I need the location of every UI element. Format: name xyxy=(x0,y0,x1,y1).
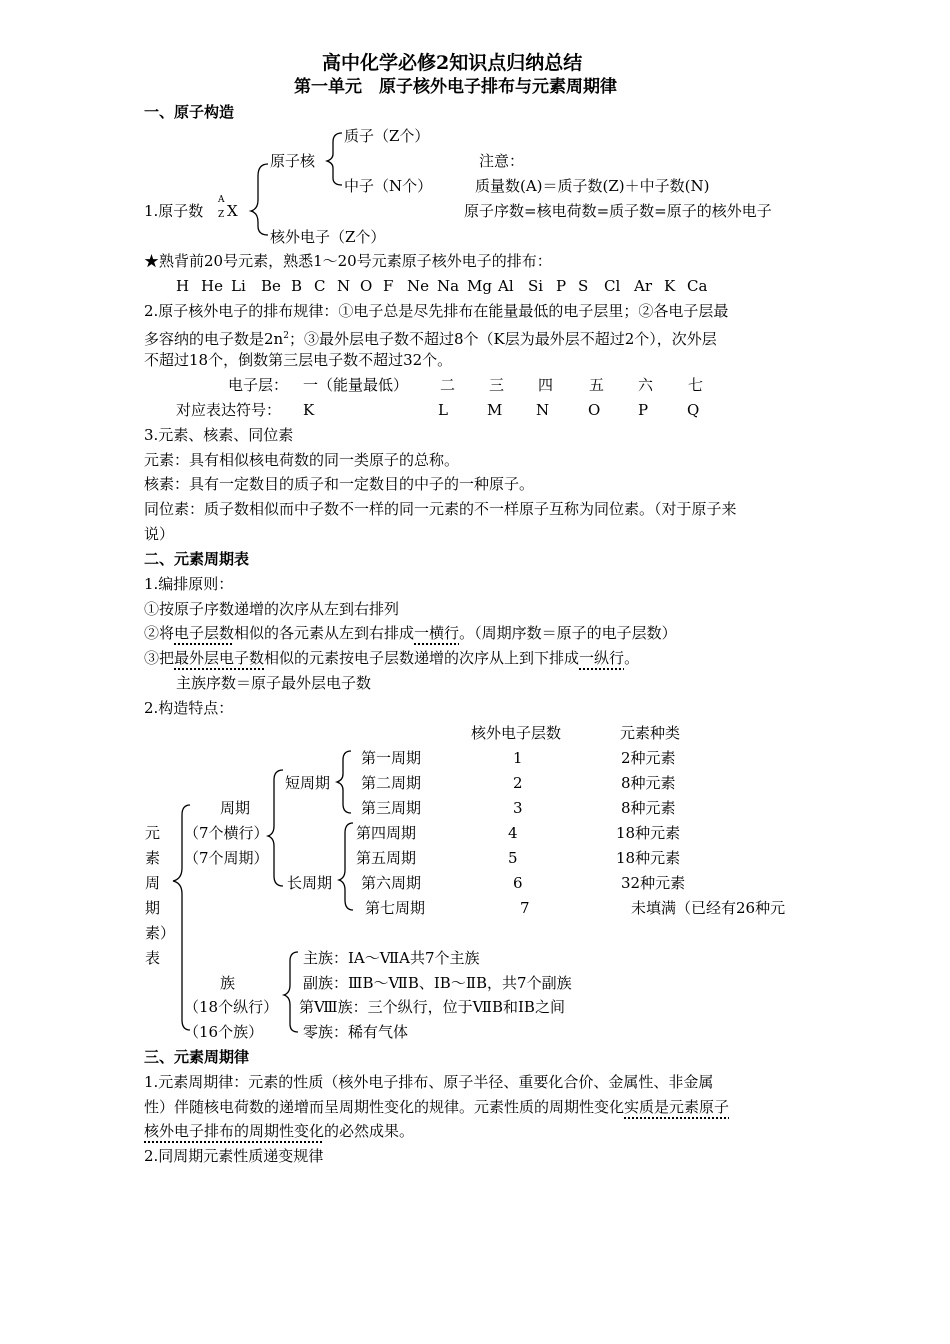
same-period-title: 2.同周期元素性质递变规律 xyxy=(144,1147,324,1165)
period-kinds: 18种元素 xyxy=(616,849,681,867)
emphasis-text: 一纵行 xyxy=(579,649,625,667)
table-label-char: 期 xyxy=(145,899,161,917)
symbol-item: L xyxy=(438,401,448,419)
emphasis-text: 核外电子排布的周期性变化 xyxy=(144,1122,325,1140)
mass-number-superscript: A xyxy=(218,195,225,205)
atomic-number-equation: 原子序数=核电荷数=质子数=原子的核外电子 xyxy=(464,202,772,220)
principle-text: ③把 xyxy=(144,649,175,667)
symbol-row-label: 对应表达符号： xyxy=(176,401,282,419)
page-subtitle: 第一单元 原子核外电子排布与元素周期律 xyxy=(294,77,617,97)
electron-label: 核外电子（Z个） xyxy=(270,228,386,246)
element-definition: 元素：具有相似核电荷数的同一类原子的总称。 xyxy=(144,451,460,469)
period-name: 第三周期 xyxy=(361,799,422,817)
table-label-char: 素 xyxy=(145,849,161,867)
family-brace xyxy=(284,952,298,1032)
arrangement-rule-line1: 2.原子核外电子的排布规律：①电子总是尽先排布在能量最低的电子层里；②各电子层最 xyxy=(144,302,729,320)
principle-text: 相似的元素按电子层数递增的次序从上到下排成 xyxy=(264,649,580,667)
period-layers: 4 xyxy=(508,824,518,842)
period-layers: 6 xyxy=(513,874,523,892)
period-kinds: 8种元素 xyxy=(621,799,676,817)
element-symbol-item: Ca xyxy=(687,277,708,295)
emphasis-text: 电子层数 xyxy=(174,624,235,642)
mass-number-equation: 质量数(A)＝质子数(Z)＋中子数(N) xyxy=(475,177,710,195)
element-symbol-item: B xyxy=(291,277,303,295)
periodic-law-line2 xyxy=(144,1098,729,1116)
short-period-brace xyxy=(337,751,351,813)
element-symbol-item: P xyxy=(556,277,567,295)
long-period-brace xyxy=(339,823,353,910)
emphasis-text: 最外层电子数 xyxy=(174,649,265,667)
element-symbol-item: Cl xyxy=(604,277,621,295)
layer-item: 四 xyxy=(538,376,554,394)
main-group-row: 主族：ⅠA～ⅦA共7个主族 xyxy=(303,949,480,967)
page-title: 高中化学必修2知识点归纳总结 xyxy=(322,52,583,74)
emphasis-text: 实质是元素原子 xyxy=(624,1098,730,1116)
column-header-kinds: 元素种类 xyxy=(620,724,681,742)
sixteen-families-label: （16个族） xyxy=(184,1023,264,1041)
layer-item: 一（能量最低） xyxy=(303,376,409,394)
element-symbol-item: N xyxy=(337,277,351,295)
main-group-equation: 主族序数＝原子最外层电子数 xyxy=(176,674,372,692)
period-layers: 7 xyxy=(520,899,530,917)
short-period-label: 短周期 xyxy=(285,774,331,792)
features-title: 2.构造特点： xyxy=(144,699,234,717)
symbol-item: P xyxy=(638,401,649,419)
period-name: 第六周期 xyxy=(361,874,422,892)
period-name: 第四周期 xyxy=(356,824,417,842)
principle-text: 。 xyxy=(624,649,640,667)
principle-1: ①按原子序数递增的次序从左到右排列 xyxy=(144,600,400,618)
law-text: 的必然成果。 xyxy=(324,1122,415,1140)
seven-periods-label: （7个周期） xyxy=(184,849,269,867)
element-symbol-item: C xyxy=(314,277,326,295)
period-name: 第五周期 xyxy=(356,849,417,867)
periodic-law-line1: 1.元素周期律：元素的性质（核外电子排布、原子半径、重要化合价、金属性、非金属 xyxy=(144,1073,714,1091)
element-symbol-item: Al xyxy=(498,277,514,295)
group0-row: 零族：稀有气体 xyxy=(303,1023,409,1041)
table-label-char: 素） xyxy=(145,924,176,942)
layer-item: 五 xyxy=(589,376,605,394)
sub-group-row: 副族：ⅢB～ⅦB、ⅠB～ⅡB，共7个副族 xyxy=(303,974,572,992)
rule-superscript: 2 xyxy=(283,331,289,341)
period-label: 周期 xyxy=(220,799,251,817)
neutron-label: 中子（N个） xyxy=(344,177,433,195)
table-label-char: 元 xyxy=(145,824,161,842)
element-symbol-item: F xyxy=(383,277,394,295)
atom-label: 1.原子数 xyxy=(144,202,204,220)
group8-row: 第Ⅷ族：三个纵行，位于ⅦB和ⅠB之间 xyxy=(299,998,565,1016)
long-period-label: 长周期 xyxy=(287,874,333,892)
note-label: 注意： xyxy=(479,152,525,170)
principle-title: 1.编排原则： xyxy=(144,575,234,593)
nucleus-label: 原子核 xyxy=(270,152,316,170)
element-symbol-item: H xyxy=(176,277,190,295)
nuclide-definition: 核素：具有一定数目的质子和一定数目的中子的一种原子。 xyxy=(144,475,535,493)
layer-item: 六 xyxy=(638,376,654,394)
element-symbol-item: O xyxy=(360,277,373,295)
period-kinds: 32种元素 xyxy=(621,874,686,892)
table-label-char: 周 xyxy=(145,874,161,892)
period-kinds: 2种元素 xyxy=(621,749,676,767)
section-heading-3: 三、元素周期律 xyxy=(144,1048,250,1066)
period-kinds: 18种元素 xyxy=(616,824,681,842)
period-name: 第二周期 xyxy=(361,774,422,792)
isotope-definition-line1: 同位素：质子数相似而中子数不一样的同一元素的不一样原子互称为同位素。（对于原子来 xyxy=(144,500,737,518)
element-symbol-item: Si xyxy=(528,277,544,295)
symbol-item: M xyxy=(487,401,503,419)
period-kinds: 未填满（已经有26种元 xyxy=(631,899,786,917)
section-heading-2: 二、元素周期表 xyxy=(144,550,250,568)
layer-item: 七 xyxy=(688,376,704,394)
element-symbol-item: Be xyxy=(261,277,281,295)
symbol-item: Q xyxy=(687,401,700,419)
element-symbol-item: Ar xyxy=(634,277,653,295)
element-symbol-item: K xyxy=(664,277,676,295)
layer-item: 三 xyxy=(489,376,505,394)
period-kinds: 8种元素 xyxy=(621,774,676,792)
principle-text: ②将 xyxy=(144,624,175,642)
period-layers: 1 xyxy=(513,749,523,767)
period-layers: 2 xyxy=(513,774,523,792)
period-name: 第七周期 xyxy=(365,899,426,917)
element-symbol-item: Ne xyxy=(407,277,430,295)
element-symbol-item: Li xyxy=(231,277,246,295)
layer-item: 二 xyxy=(440,376,456,394)
period-name: 第一周期 xyxy=(361,749,422,767)
emphasis-text: 一横行 xyxy=(414,624,460,642)
law-text: 性）伴随核电荷数的递增而呈周期性变化的规律。元素性质的周期性变化 xyxy=(144,1098,625,1116)
atomic-number-subscript: Z xyxy=(218,210,225,220)
element-symbol: X xyxy=(227,202,238,220)
table-label-char: 表 xyxy=(145,949,161,967)
periods-brace xyxy=(268,770,283,886)
element-symbol-item: Na xyxy=(437,277,460,295)
rule-text: ；③最外层电子数不超过8个（K层为最外层不超过2个），次外层 xyxy=(288,330,717,348)
element-symbol-item: Mg xyxy=(467,277,492,295)
symbol-item: K xyxy=(303,401,315,419)
principle-text: 。（周期序数＝原子的电子层数） xyxy=(459,624,677,642)
element-symbol-item: He xyxy=(201,277,223,295)
eighteen-columns-label: （18个纵行） xyxy=(184,998,279,1016)
family-label: 族 xyxy=(220,974,236,992)
column-header-layers: 核外电子层数 xyxy=(471,724,562,742)
rule-text: 多容纳的电子数是2n xyxy=(144,330,284,348)
principle-text: 相似的各元素从左到右排成 xyxy=(234,624,415,642)
symbol-item: N xyxy=(536,401,550,419)
period-layers: 3 xyxy=(513,799,523,817)
proton-label: 质子（Z个） xyxy=(344,127,430,145)
isotope-subtitle: 3.元素、核素、同位素 xyxy=(144,426,294,444)
layer-row-label: 电子层： xyxy=(228,376,289,394)
symbol-item: O xyxy=(588,401,601,419)
periodic-law-line3 xyxy=(144,1122,414,1140)
period-layers: 5 xyxy=(508,849,518,867)
element-symbol-item: S xyxy=(578,277,589,295)
memorize-note: ★熟背前20号元素，熟悉1～20号元素原子核外电子的排布： xyxy=(144,252,552,270)
arrangement-rule-line3: 不超过18个，倒数第三层电子数不超过32个。 xyxy=(144,351,453,369)
section-heading-1: 一、原子构造 xyxy=(144,103,235,121)
isotope-definition-line2: 说） xyxy=(144,525,175,543)
seven-rows-label: （7个横行） xyxy=(184,824,269,842)
